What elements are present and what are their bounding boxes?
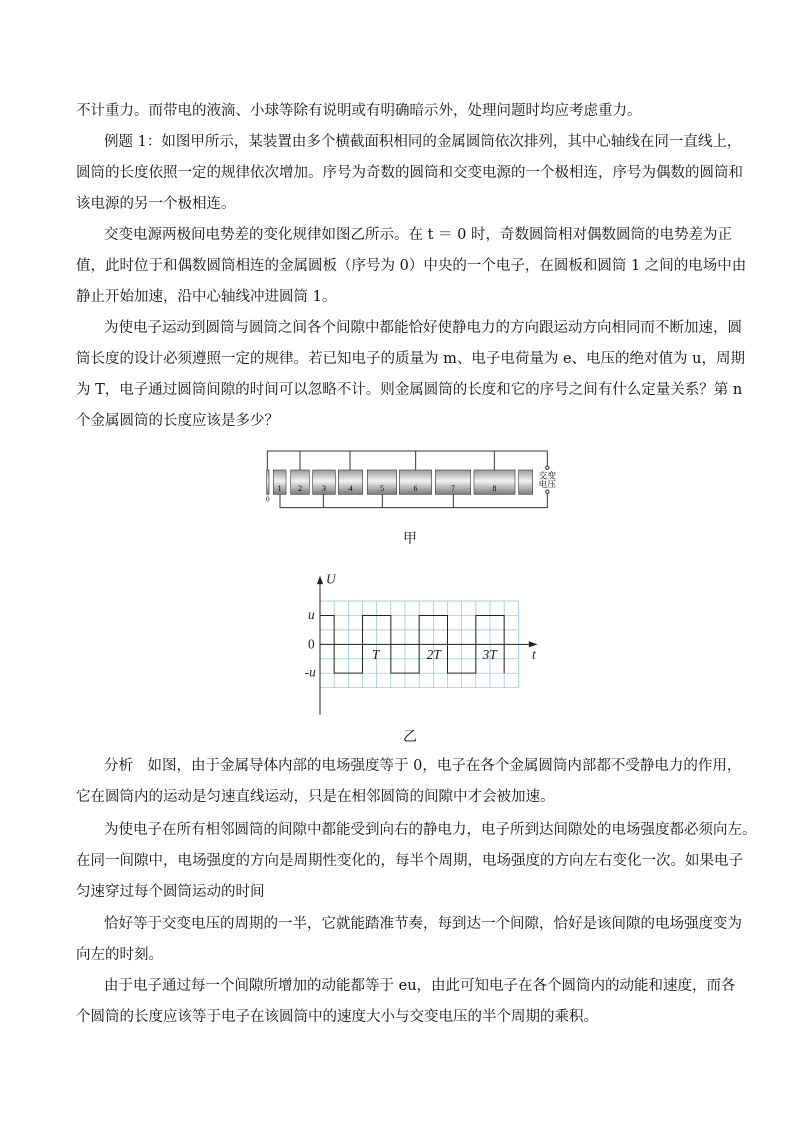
paragraph-line: 在同一间隙中，电场强度的方向是周期性变化的，每半个周期，电场强度的方向左右变化一次。如果电子 xyxy=(76,853,743,869)
plate-0 xyxy=(267,470,269,494)
tube-partial xyxy=(519,470,533,494)
paragraph-line: 为使电子运动到圆筒与圆筒之间各个间隙中都能恰好使静电力的方向跟运动方向相同而不断加速，圆 xyxy=(104,320,742,336)
x-tick-label: 2T xyxy=(426,647,441,662)
paragraph-line: 静止开始加速，沿中心轴线冲进圆筒 1。 xyxy=(76,289,337,305)
tube-label: 1 xyxy=(277,484,282,493)
terminal-icon xyxy=(546,466,549,469)
tube-label: 4 xyxy=(348,484,353,493)
paragraph-line: 分析 如图，由于金属导体内部的电场强度等于 0，电子在各个金属圆筒内部都不受静电力的作用， xyxy=(104,758,742,774)
y-axis-label: U xyxy=(326,571,336,587)
x-axis-arrow-icon xyxy=(529,642,536,647)
paragraph-line: 由于电子通过每一个间隙所增加的动能都等于 eu，由此可知电子在各个圆筒内的动能和速度，而各 xyxy=(104,978,736,994)
x-tick-label: 3T xyxy=(482,647,497,662)
y-tick-label: -u xyxy=(304,664,316,680)
paragraph-line: 为 T，电子通过圆筒间隙的时间可以忽略不计。则金属圆筒的长度和它的序号之间有什么定量关系？第 n xyxy=(76,382,743,398)
paragraph-line: 例题 1：如图甲所示，某装置由多个横截面积相同的金属圆筒依次排列，其中心轴线在同一直线上， xyxy=(104,134,742,150)
paragraph-line: 匀速穿过每个圆筒运动的时间 xyxy=(76,884,265,900)
figure-caption-b: 乙 xyxy=(403,729,417,745)
paragraph-line: 恰好等于交变电压的周期的一半，它就能踏准节奏，每到达一个间隙，恰好是该间隙的电场强度变为 xyxy=(104,916,742,932)
tube-label: 7 xyxy=(451,484,455,493)
y-axis-arrow-icon xyxy=(318,577,323,584)
y-tick-label: 0 xyxy=(308,636,315,652)
paragraph-line: 向左的时刻。 xyxy=(76,947,163,963)
paragraph-line: 不计重力。而带电的液滴、小球等除有说明或有明确暗示外，处理问题时均应考虑重力。 xyxy=(76,103,642,119)
source-label: 电压 xyxy=(538,479,556,489)
paragraph-line: 值，此时位于和偶数圆筒相连的金属圆板（序号为 0）中央的一个电子，在圆板和圆筒 1 之间的电场中由 xyxy=(76,258,747,274)
paragraph-line: 为使电子在所有相邻圆筒的间隙中都能受到向右的静电力，电子所到达间隙处的电场强度都必须向左。 xyxy=(104,822,757,838)
plate-label: 0 xyxy=(266,494,270,504)
tube-label: 8 xyxy=(492,484,497,493)
tube-label: 2 xyxy=(298,484,302,493)
terminal-icon xyxy=(546,490,549,493)
paragraph-line: 圆筒的长度依照一定的规律依次增加。序号为奇数的圆筒和交变电源的一个极相连，序号为偶数的圆筒和 xyxy=(76,165,743,181)
x-tick-label: T xyxy=(372,647,380,662)
tube-label: 6 xyxy=(413,484,418,493)
tube-label: 3 xyxy=(322,484,326,493)
paragraph-line: 个金属圆筒的长度应该是多少？ xyxy=(76,413,279,429)
paragraph-line: 交变电源两极间电势差的变化规律如图乙所示。在 t ＝ 0 时，奇数圆筒相对偶数圆筒的电势差为正 xyxy=(104,227,732,243)
tube-label: 5 xyxy=(380,484,384,493)
source-label: 交变 xyxy=(538,470,556,481)
paragraph-line: 该电源的另一个极相连。 xyxy=(76,196,236,212)
figure-cylinder-apparatus xyxy=(260,445,560,525)
paragraph-line: 筒长度的设计必须遵照一定的规律。若已知电子的质量为 m、电子电荷量为 e、电压的绝对值为 u，周期 xyxy=(76,351,745,367)
figure-caption-a: 甲 xyxy=(403,531,417,547)
x-axis-label: t xyxy=(532,647,536,662)
y-tick-label: u xyxy=(308,607,315,622)
paragraph-line: 它在圆筒内的运动是匀速直线运动，只是在相邻圆筒的间隙中才会被加速。 xyxy=(76,789,555,805)
paragraph-line: 个圆筒的长度应该等于电子在该圆筒中的速度大小与交变电压的半个周期的乘积。 xyxy=(76,1009,598,1025)
voltage-chart xyxy=(290,565,550,720)
